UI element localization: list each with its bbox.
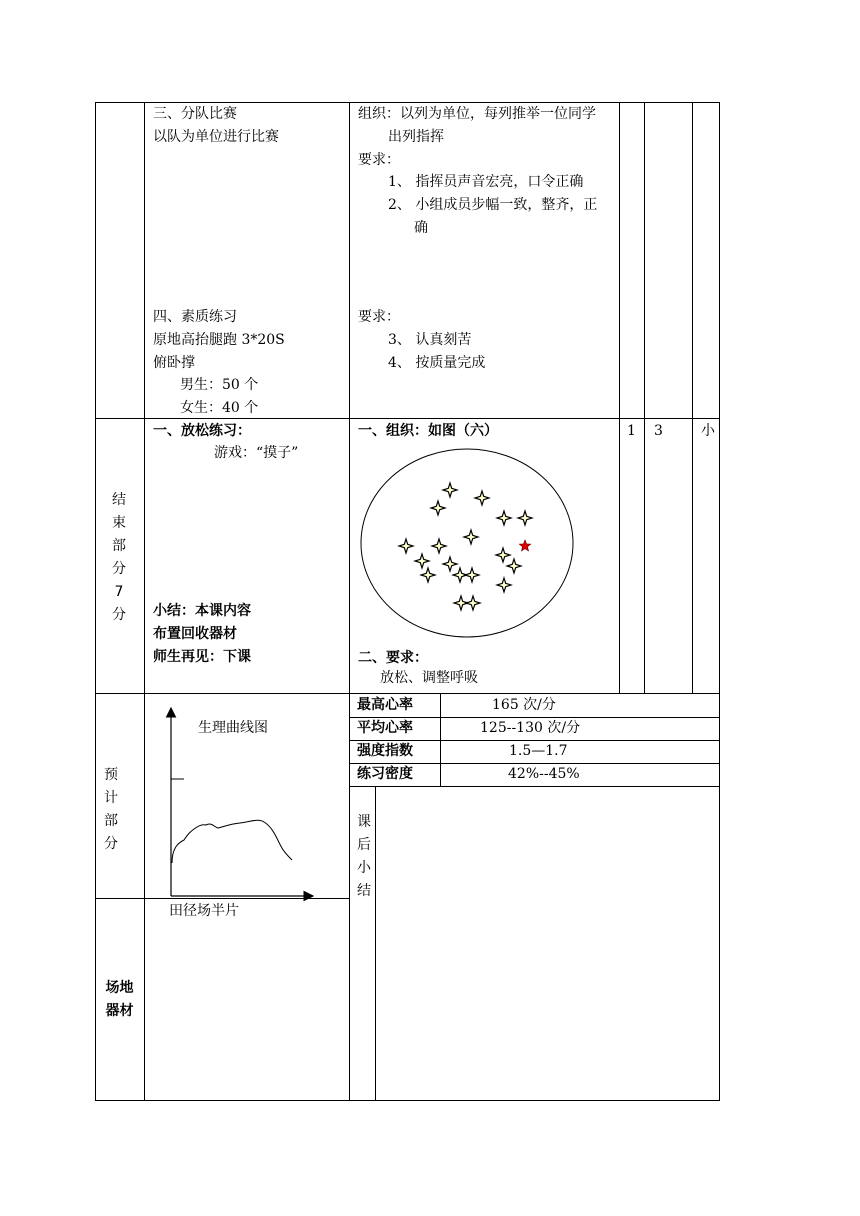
table-right-border (719, 102, 720, 1101)
student-star-icon (399, 539, 413, 553)
student-star-icon (431, 501, 445, 515)
student-star-icon (497, 511, 511, 525)
col-divider-4 (644, 102, 645, 693)
student-star-icon (464, 530, 478, 544)
requirement-item-2-cont: 确 (414, 220, 428, 236)
student-star-icon (518, 511, 532, 525)
formation-diagram (355, 445, 585, 641)
table-bottom-border (95, 1100, 720, 1101)
metric-label-max-hr: 最高心率 (357, 697, 413, 713)
col-divider-3 (619, 102, 620, 693)
ending-col-a: 1 (627, 423, 636, 439)
org-line-1: 组织：以列为单位，每列推举一位同学 (358, 106, 596, 122)
equipment-line: 布置回收器材 (153, 626, 237, 642)
drill-team-desc: 以队为单位进行比赛 (153, 129, 279, 145)
after-class-label: 课 后 小 结 (357, 814, 371, 899)
student-star-icon (466, 596, 480, 610)
physio-curve-chart (160, 698, 320, 903)
requirement-item-4: 4、 按质量完成 (388, 355, 486, 371)
goodbye-line: 师生再见：下课 (153, 649, 251, 665)
venue-text: 田径场半片 (169, 903, 239, 919)
requirement-item-2: 2、 小组成员步幅一致，整齐，正 (388, 197, 598, 213)
student-star-icon (507, 559, 521, 573)
relax-title: 一、放松练习： (153, 423, 251, 439)
student-star-icon (421, 568, 435, 582)
student-star-icon (432, 539, 446, 553)
fitness-high-knees: 原地高抬腿跑 3*20S (153, 332, 285, 348)
requirement-item-3: 3、 认真刻苦 (388, 332, 472, 348)
student-star-icon (465, 568, 479, 582)
physio-chart-title: 生理曲线图 (198, 720, 268, 736)
col-divider-1 (144, 102, 145, 1101)
student-star-icon (443, 557, 457, 571)
col-divider-5 (692, 102, 693, 693)
table-left-border (95, 102, 96, 1101)
student-star-icon (415, 554, 429, 568)
ending-org: 一、组织：如图（六） (358, 423, 498, 439)
ending-req: 二、要求： (358, 650, 428, 666)
fitness-boys: 男生：50 个 (180, 377, 259, 393)
ending-section-label: 结 束 部 分 7 分 (112, 492, 126, 623)
summary-line: 小结：本课内容 (153, 603, 251, 619)
requirement-label-2: 要求： (358, 309, 400, 325)
fitness-girls: 女生：40 个 (180, 400, 259, 416)
metric-value-density: 42%--45% (508, 766, 580, 782)
metric-divider-4 (349, 786, 720, 787)
physio-curve (172, 820, 292, 863)
org-line-2: 出列指挥 (388, 129, 444, 145)
student-star-icon (443, 483, 457, 497)
metric-label-avg-hr: 平均心率 (357, 720, 413, 736)
student-star-icon (475, 491, 489, 505)
requirement-label: 要求： (358, 152, 400, 168)
student-star-icon (496, 548, 510, 562)
venue-section-label: 场地 器材 (105, 980, 134, 1019)
ending-req-text: 放松、调整呼吸 (380, 670, 478, 686)
prediction-section-label: 预 计 部 分 (104, 767, 118, 852)
requirement-item-1: 1、 指挥员声音宏亮，口令正确 (388, 174, 584, 190)
fitness-title: 四、素质练习 (153, 309, 237, 325)
ending-col-b: 3 (654, 423, 663, 439)
catcher-star-icon (519, 540, 530, 551)
student-star-icon (497, 578, 511, 592)
after-class-divider (375, 786, 376, 1101)
metric-label-divider (440, 693, 441, 786)
drill-team-title: 三、分队比赛 (153, 106, 237, 122)
metric-label-density: 练习密度 (357, 766, 413, 782)
fitness-pushups: 俯卧撑 (153, 355, 195, 371)
metric-label-intensity: 强度指数 (357, 743, 413, 759)
metric-value-max-hr: 165 次/分 (492, 697, 556, 713)
metric-value-avg-hr: 125--130 次/分 (480, 720, 581, 736)
relax-game: 游戏：“摸子” (214, 445, 299, 461)
metric-value-intensity: 1.5—1.7 (509, 743, 568, 759)
col-divider-2 (349, 102, 350, 1101)
ending-col-c: 小 (701, 423, 715, 439)
